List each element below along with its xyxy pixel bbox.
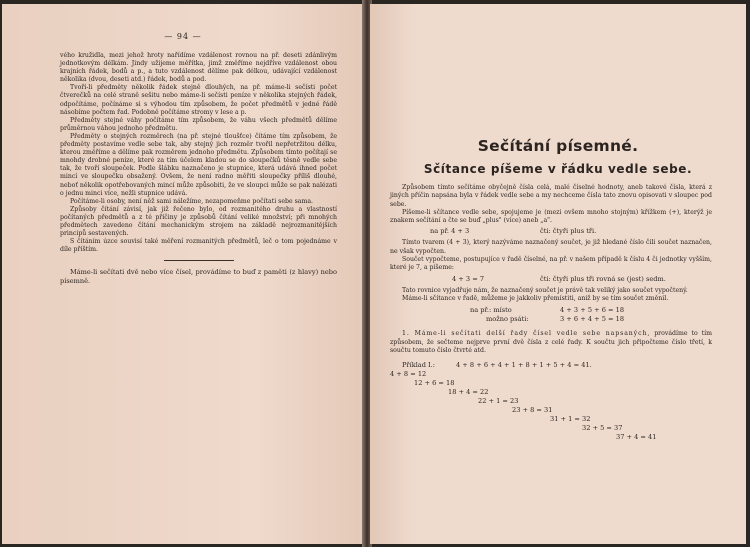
calc-step: 22 + 1 = 23 <box>478 397 519 406</box>
paragraph: Předměty o stejných rozměrech (na př. stejné tloušťce) čítáme tím způsobem, že předměty postavíme vedle sebe tak, aby stejný jich rozměr tvořil nepřetržitou délku, kterou změříme a dělíme pak rozměrem jednoho předmětu. Způsobem tímto počítají se mnohdy drobné peníze, které za tím účelem kladou se do sloupečků těsně vedle sebe tak, že tvoří sloupeček. Podle šlábku naznačeno je stupnice, která udává ihned počet mincí ve sloupečku obsažený. Ovšem, že není radno měřiti sloupečky příliš dlouhé, neboť několik opotřebovaných mincí může způsobiti, že ve sloupci může se pak nalézati o jednu minci více, nežli stupnice udává. <box>60 132 337 197</box>
left-page <box>2 4 364 544</box>
step-row <box>390 379 712 388</box>
left-page-body <box>60 52 337 286</box>
paragraph: Předměty stejné váhy počítáme tím způsobem, že váhu všech předmětů dělíme průměrnou váhou jednoho předmětu. <box>60 116 337 132</box>
equation-line <box>390 275 712 284</box>
paragraph: Způsobem tímto sečítáme obyčejně čísla celá, malé číselné hodnoty, aneb takové čísla, která z jiných příčin napsána byla v řádek vedle sebe a my nechceme čísla tato znovu opisovati v sloupec pod sebe. <box>390 184 712 208</box>
step-row <box>390 415 712 424</box>
paragraph: Počítáme-li osoby, není něž sami náležíme, nezapomeňme počítati sebe sama. <box>70 197 313 205</box>
equation: 4 + 3 + 5 + 6 = 18 <box>560 306 625 315</box>
chapter-title: Sečítání písemné. <box>477 137 639 155</box>
calc-step: 23 + 8 = 31 <box>512 406 553 415</box>
equation-label: možno psáti: <box>486 315 529 324</box>
step-row <box>390 424 712 433</box>
paragraph: Způsoby čítání závisí, jak již řečeno bylo, od rozmanitého druhu a vlastností počítaných předmětů a z té příčiny je způsobů čítání veliké množství; při mnohých předmětech zavedeno čítání mechanickým strojem na základě nejrozmanitějších principů sestavených. <box>60 205 337 238</box>
paragraph: Píšeme-li sčítance vedle sebe, spojujeme je (mezi ovšem mnoho stojným) křížkem (+), kterýž je znakem sečítání a čte se buď „plus" (více) aneb „a". <box>390 208 712 225</box>
step-row <box>390 388 712 397</box>
equation-reading: čti: čtyři plus tři. <box>540 227 597 236</box>
paragraph: S čítáním úzce souvisí také měření rozmanitých předmětů, leč o tom pojednáme v díle příštím. <box>60 238 337 254</box>
equation-label: na př.: místo <box>470 306 512 315</box>
calc-step: 32 + 5 = 37 <box>582 424 623 433</box>
equation: 3 + 6 + 4 + 5 = 18 <box>560 315 625 324</box>
equation: na př. 4 + 3 <box>430 227 470 236</box>
example-expression: 4 + 8 + 6 + 4 + 1 + 8 + 1 + 5 + 4 = 41. <box>456 361 592 370</box>
paragraph: Tvoří-li předměty několik řádek stejně dlouhých, na př. máme-li sečísti počet čtverečků na celé straně sešitu nebo máme-li sečísti peníze v několika stejných řádek, odpočítáme, počínáme si s výhodou tím způsobem, že počet předmětů v jedné řádě násobíme počtem řad. Podobně počítáme stromy v lese a p. <box>60 84 337 116</box>
equation-reading: čti: čtyři plus tři rovná se (jest) sedm. <box>540 274 666 283</box>
rule-text: provádíme to tím způsobem, že sečteme nejprve první dvě čísla z celé řady. K součtu jich připočteme číslo třetí, k součtu tomuto číslo čtvrté atd. <box>390 330 712 354</box>
example-label: Příklad I.: <box>402 361 435 370</box>
right-page-body <box>390 184 712 442</box>
paragraph: Tato rovnice vyjadřuje nám, že naznačený součet je právě tak veliký jako součet vypočtený. <box>402 286 688 294</box>
step-row <box>390 433 712 442</box>
step-row <box>390 370 712 379</box>
equation-line <box>390 315 712 324</box>
calc-step: 18 + 4 = 22 <box>448 388 489 397</box>
right-page <box>370 4 746 544</box>
paragraph: Máme-li sčítance v řadě, můžeme je jakkoliv přemístiti, aniž by se tím součet změnil. <box>402 294 669 302</box>
step-row <box>390 397 712 406</box>
equation-line <box>390 227 712 236</box>
page-number: — 94 — <box>164 32 202 41</box>
closing-paragraph: Máme-li sečítati dvě nebo více čísel, provádíme to buď z paměti (z hlavy) nebo písemně. <box>60 268 337 285</box>
paragraph: Součet vypočteme, postupujíce v řadě číselné, na př. v našem případě k číslu 4 či jednotky vyšším, které je 7, a píšeme: <box>390 256 712 272</box>
calc-step: 12 + 6 = 18 <box>414 379 455 388</box>
section-subtitle: Sčítance píšeme v řádku vedle sebe. <box>423 162 693 176</box>
rule-paragraph <box>390 330 712 355</box>
calc-step: 37 + 4 = 41 <box>616 433 657 442</box>
example-line <box>390 361 712 370</box>
paragraph: vého kružidla, mezi jehož hroty nařídíme vzdálenost rovnou na př. deseti zdánlivým jednotkovým délkám. Jindy užijeme měřítka, jimž změříme nejdříve vzdálenost obou krajních řádek, bodů a p., a tuto vzdálenost dělíme pak délkou, udávající vzdálenost několika (dvou, deseti atd.) řádek, bodů a pod. <box>60 52 337 84</box>
paragraph: Tímto tvarem (4 + 3), který nazýváme naznačený součet, je již hledané číslo čili součet naznačen, ne však vypočten. <box>390 239 712 255</box>
equation: 4 + 3 = 7 <box>452 274 485 283</box>
equation-line <box>390 306 712 315</box>
rule-lead: 1. Máme-li sečítati delší řady čísel vedle sebe napsaných, <box>402 330 651 338</box>
step-row <box>390 406 712 415</box>
section-divider <box>164 260 234 261</box>
calc-step: 4 + 8 = 12 <box>390 370 427 379</box>
calc-step: 31 + 1 = 32 <box>550 415 591 424</box>
